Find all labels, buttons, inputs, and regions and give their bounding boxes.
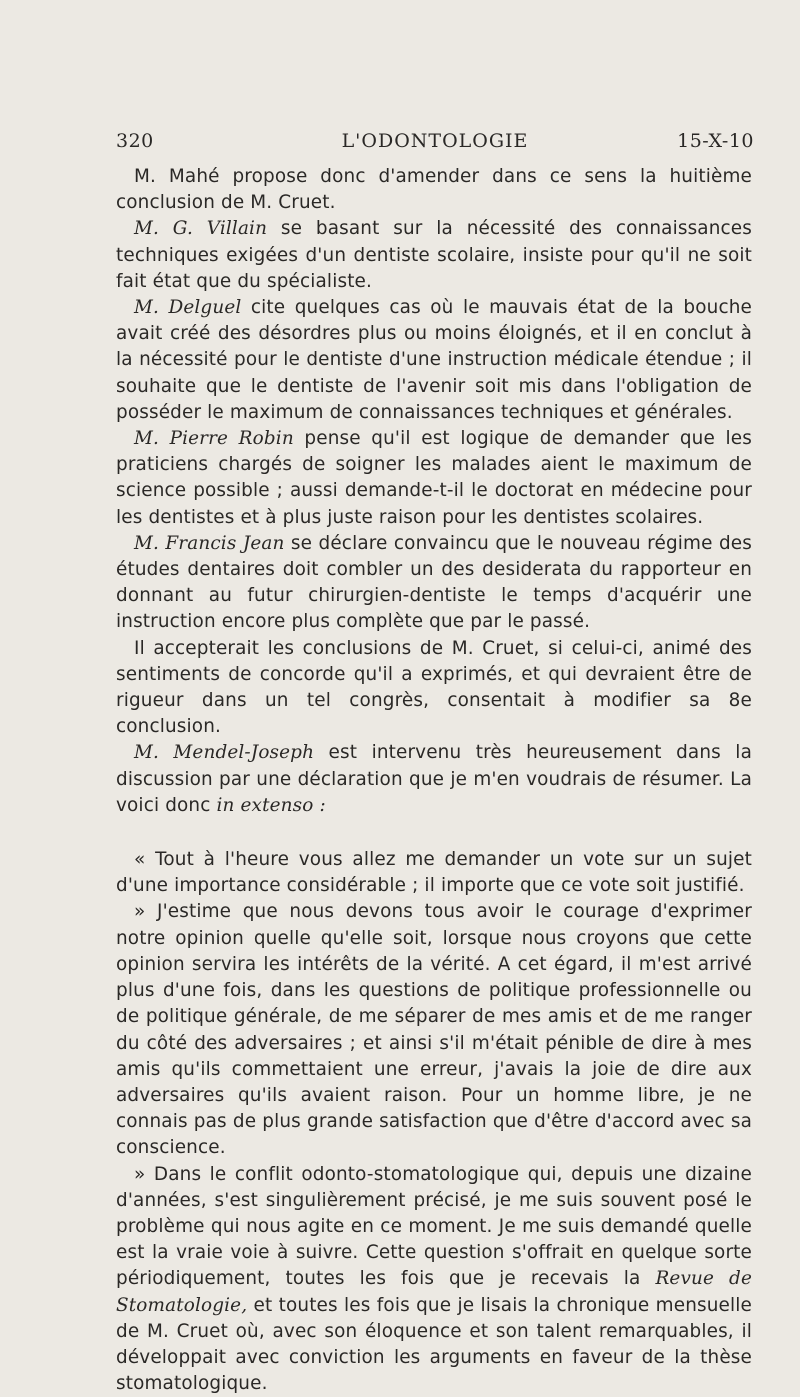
paragraph-text: se basant sur la nécessité des connaissances techniques exigées d'un dentiste scolaire, insiste pour qu'il ne soit fait état que du spécialiste. <box>116 218 752 292</box>
paragraph-text: M. Mahé propose donc d'amender dans ce sens la huitième conclusion de M. Cruet. <box>116 166 752 214</box>
paragraph-text: » Dans le conflit odonto-stomatologique qui, depuis une dizaine d'années, s'est singulièrement précisé, je me suis souvent posé le problème qui nous agite en ce moment. Je me suis demandé quelle est la vraie voie à suivre. Cette question s'offrait en quelque sorte périodiquement, toutes les fois que je recevais la <box>116 1163 752 1290</box>
speaker-name: M. Mendel-Joseph <box>134 742 315 764</box>
issue-date: 15-X-10 <box>677 130 754 152</box>
journal-title: Revue de Stomatologie, <box>116 1268 752 1316</box>
speaker-name: M. Delguel <box>134 297 242 319</box>
speaker-name: M. Francis Jean <box>134 532 285 554</box>
paragraph-text: « Tout à l'heure vous allez me demander un vote sur un sujet d'une importance considérable ; il importe que ce vote soit justifié. <box>116 849 752 897</box>
speaker-name: M. Pierre Robin <box>134 428 294 450</box>
paragraph <box>116 740 752 819</box>
page-number: 320 <box>116 130 154 152</box>
running-title: L'ODONTOLOGIE <box>341 130 529 152</box>
paragraph-text: » J'estime que nous devons tous avoir le courage d'exprimer notre opinion quelle qu'elle soit, lorsque nous croyons que cette opinion servira les intérêts de la vérité. A cet égard, il m'est arrivé plus d'une fois, dans les questions de politique professionnelle ou de politique générale, de me séparer de mes amis et de me ranger du côté des adversaires ; et ainsi s'il m'était pénible de dire à mes amis qu'ils commettaient une erreur, j'avais la joie de dire aux adversaires qu'ils avaient raison. Pour un homme libre, je ne connais pas de plus grande satisfaction que d'être d'accord avec sa conscience. <box>116 901 752 1159</box>
paragraph <box>116 531 752 636</box>
quote-paragraph <box>116 847 752 899</box>
paragraph-text: Il accepterait les conclusions de M. Cruet, si celui-ci, animé des sentiments de concorde qu'il a exprimés, et qui devraient être de rigueur dans un tel congrès, consentait à modifier sa 8e conclusion. <box>116 637 752 738</box>
paragraph-text: pense qu'il est logique de demander que les praticiens chargés de soigner les malades aient le maximum de science possible ; aussi demande-t-il le doctorat en médecine pour les dentistes et à plus juste raison pour les dentistes scolaires. <box>116 428 752 528</box>
paragraph-text: et toutes les fois que je lisais la chronique mensuelle de M. Cruet où, avec son éloquence et son talent remarquables, il développait avec conviction les arguments en faveur de la thèse stomatologique. <box>116 1294 752 1395</box>
page-header <box>116 130 754 158</box>
paragraph <box>116 216 752 295</box>
paragraph <box>116 636 752 741</box>
paragraph <box>116 295 752 426</box>
paragraph-text: cite quelques cas où le mauvais état de la bouche avait créé des désordres plus ou moins éloignés, et il en conclut à la nécessité pour le dentiste d'une instruction médicale étendue ; il souhaite que le dentiste de l'avenir soit mis dans l'obligation de posséder le maximum de connaissances techniques et générales. <box>116 297 752 423</box>
quote-paragraph <box>116 1162 752 1397</box>
italic-phrase: in extenso : <box>216 794 326 816</box>
body-text <box>116 164 752 1397</box>
quote-paragraph <box>116 899 752 1161</box>
speaker-name: M. G. Villain <box>134 218 268 240</box>
paragraph-text: se déclare convaincu que le nouveau régime des études dentaires doit combler un des desiderata du rapporteur en donnant au futur chirurgien-dentiste le temps d'acquérir une instruction encore plus complète que par le passé. <box>116 532 752 633</box>
paragraph <box>116 426 752 531</box>
paragraph-text: est intervenu très heureusement dans la discussion par une déclaration que je m'en voudrais de résumer. La voici donc <box>116 742 752 816</box>
paragraph <box>116 164 752 216</box>
